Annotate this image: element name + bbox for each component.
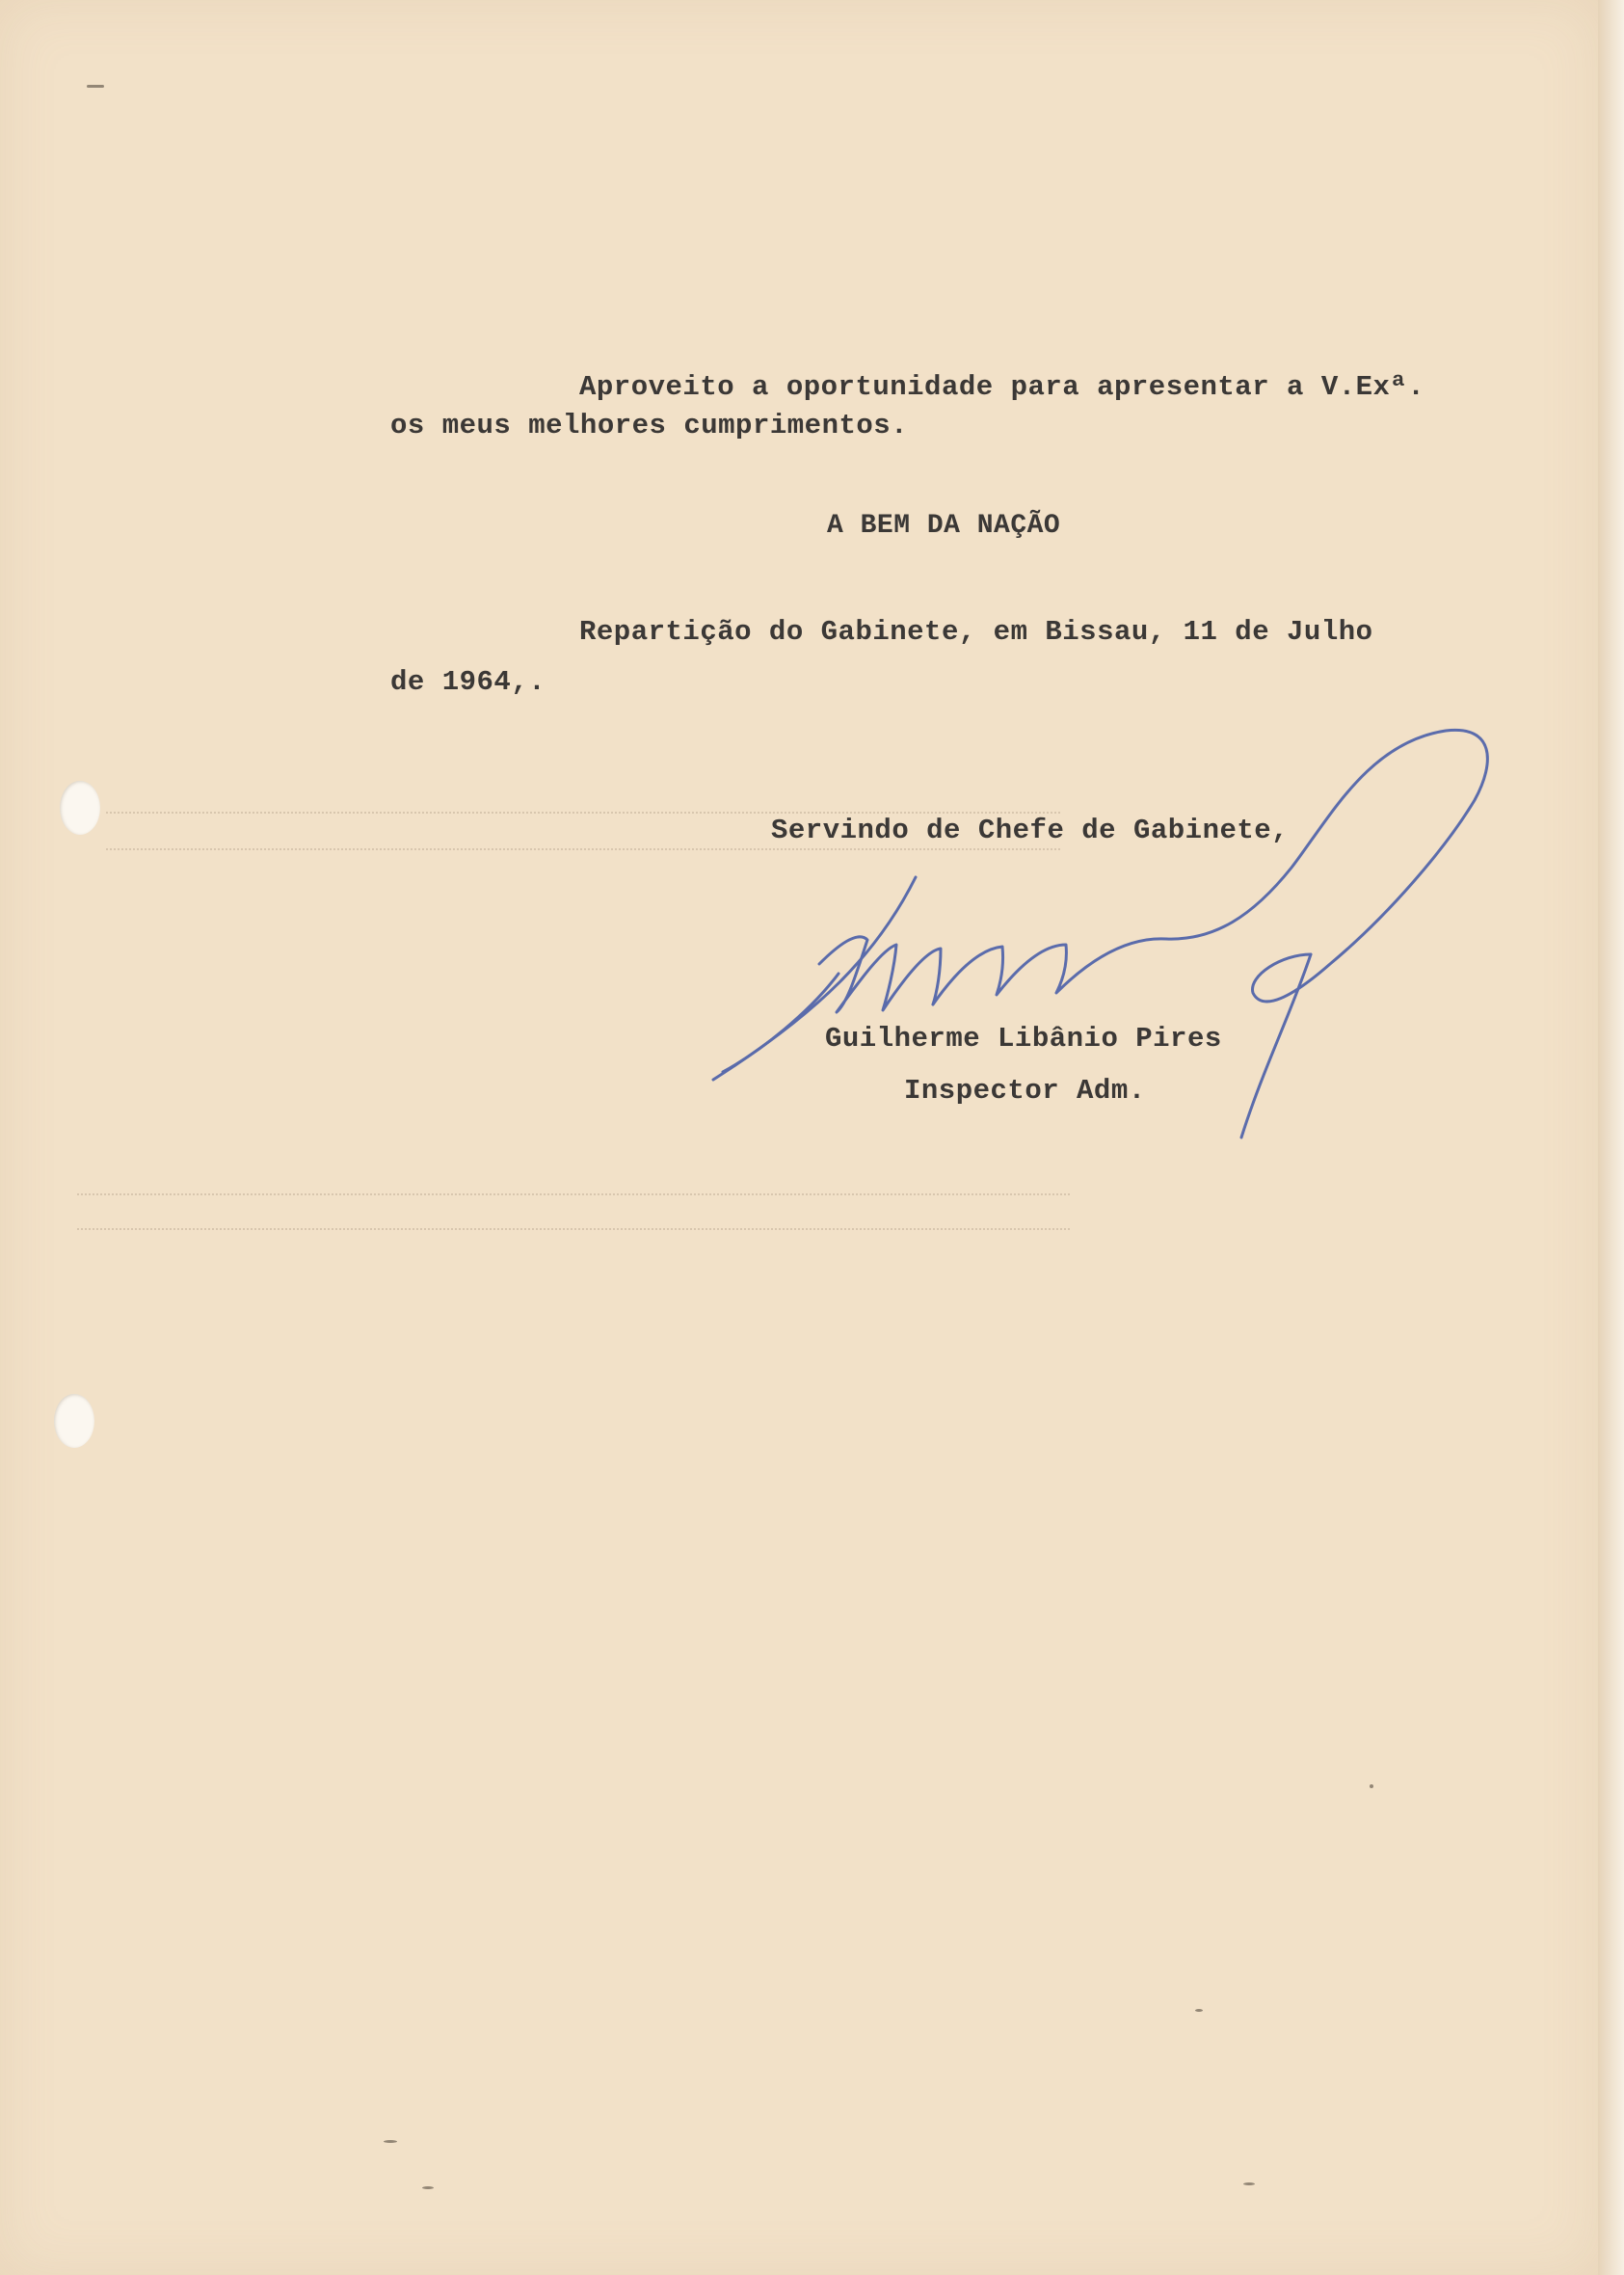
page-edge-shadow (1598, 0, 1624, 2275)
paper-speck (87, 85, 104, 88)
motto: A BEM DA NAÇÃO (827, 511, 1061, 541)
paper-speck (422, 2186, 434, 2189)
signatory-name: Guilherme Libânio Pires (825, 1023, 1222, 1055)
paper-speck (1370, 1784, 1373, 1788)
place-date-line-1: Repartição do Gabinete, em Bissau, 11 de Julho (579, 616, 1373, 648)
handwritten-signature (713, 723, 1504, 1138)
closing-line-1: Aproveito a oportunidade para apresentar a V.Exª. (579, 371, 1425, 403)
place-date-line-2: de 1964,. (390, 666, 546, 698)
signatory-role: Servindo de Chefe de Gabinete, (771, 815, 1290, 846)
paper-speck (1243, 2182, 1255, 2185)
paper-speck (384, 2140, 397, 2143)
punch-hole-top (60, 781, 100, 835)
punch-hole-bottom (54, 1394, 94, 1448)
paper-speck (1195, 2009, 1203, 2012)
signatory-title: Inspector Adm. (904, 1075, 1146, 1107)
closing-line-2: os meus melhores cumprimentos. (390, 410, 909, 442)
show-through-line (77, 1228, 1070, 1230)
show-through-line (77, 1193, 1070, 1195)
